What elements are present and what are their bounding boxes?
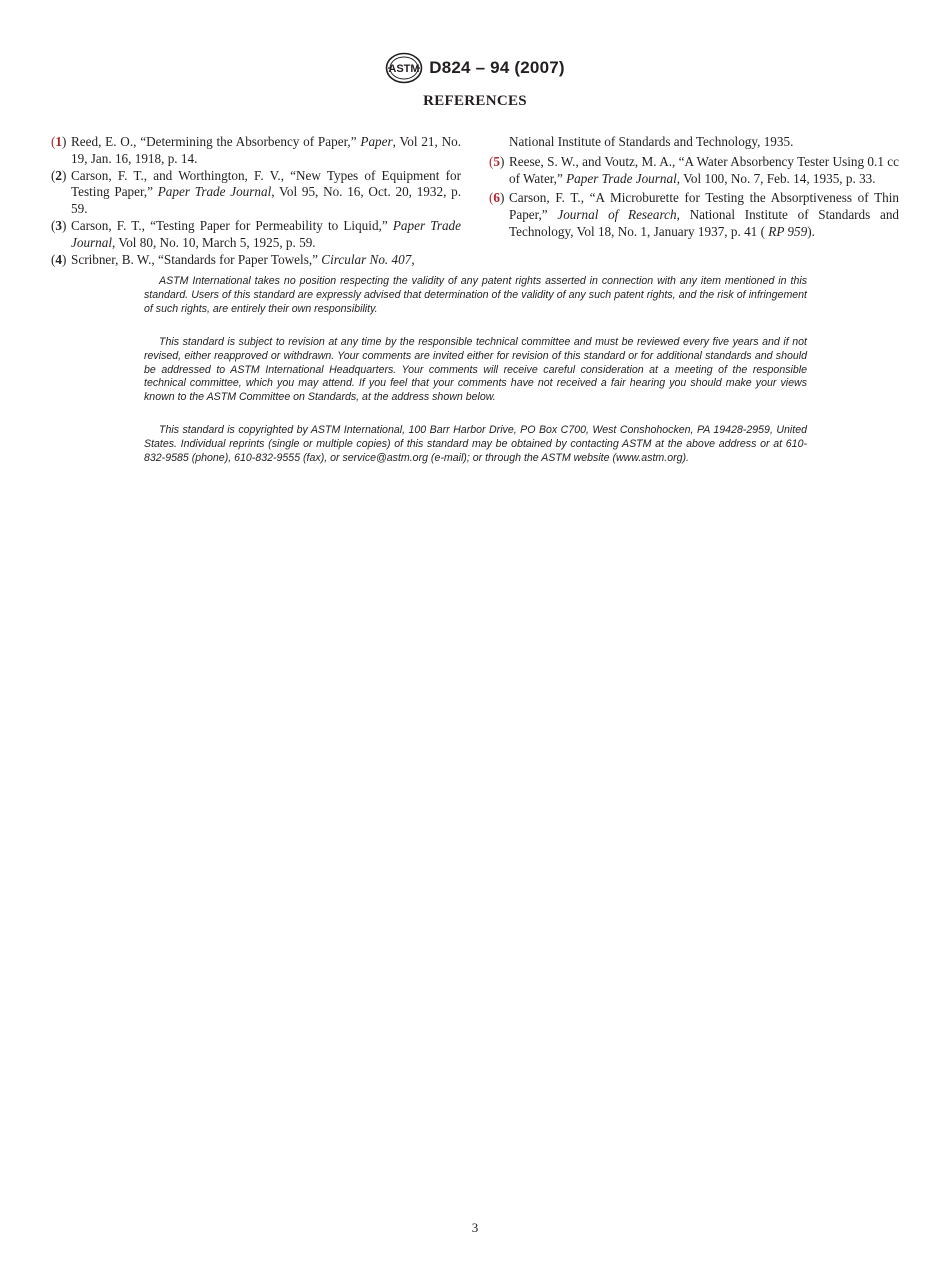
reference-item — [489, 154, 899, 188]
standard-designation: D824 – 94 (2007) — [429, 58, 565, 77]
astm-logo-icon — [385, 52, 423, 84]
reference-number-link[interactable]: (6) — [489, 190, 505, 206]
reference-item — [51, 168, 461, 218]
reference-text: Carson, F. T., “Testing Paper for Permeability to Liquid,” Paper Trade Journal, Vol 80, No. 10, March 5, 1925, p. 59. — [71, 217, 461, 250]
reference-item — [51, 134, 461, 168]
reference-text: Carson, F. T., “A Microburette for Testing the Absorptiveness of Thin Paper,” Journal of Research, National Institute of Standards and Technology, Vol 18, No. 1, January 1937, p. 41 ( RP 959). — [509, 190, 900, 239]
section-title: REFERENCES — [423, 93, 527, 109]
reference-text: Reed, E. O., “Determining the Absorbency of Paper,” Paper, Vol 21, No. 19, Jan. 16, 1918, p. 14. — [71, 134, 462, 166]
references-left-column — [51, 134, 461, 268]
reference-number-link[interactable]: (1) — [51, 134, 67, 149]
reference-item — [51, 252, 461, 269]
reference-number: (4) — [51, 251, 67, 267]
reference-text: Reese, S. W., and Voutz, M. A., “A Water Absorbency Tester Using 0.1 cc of Water,” Paper Trade Journal, Vol 100, No. 7, Feb. 14, 1935, p. 33. — [509, 153, 899, 186]
patent-notice: ASTM International takes no position respecting the validity of any patent rights asserted in connection with any item mentioned in this standard. Users of this standard are expressly advised that determination of the validity of any such patent rights, and the risk of infringement of such rights, are entirely their own responsibility. — [144, 275, 807, 315]
svg-text:ASTM: ASTM — [388, 63, 420, 75]
reference-number-link[interactable]: (5) — [489, 153, 505, 169]
page-header — [0, 52, 950, 84]
reference-text: Scribner, B. W., “Standards for Paper Towels,” Circular No. 407, — [71, 251, 415, 267]
reference-text: Carson, F. T., and Worthington, F. V., “New Types of Equipment for Testing Paper,” Paper Trade Journal, Vol 95, No. 16, Oct. 20, 1932, p. 59. — [71, 167, 461, 217]
reference-number: (3) — [51, 217, 67, 233]
reference-continuation: National Institute of Standards and Technology, 1935. — [509, 134, 794, 149]
reference-number: (2) — [51, 167, 67, 183]
reference-item — [51, 218, 461, 252]
revision-notice: This standard is subject to revision at any time by the responsible technical committee and must be reviewed every five years and if not revised, either reapproved or withdrawn. Your comments are invited either for revision of this standard or for additional standards and should be addressed to ASTM International Headquarters. Your comments will receive careful consideration at a meeting of the responsible technical committee, which you may attend. If you feel that your comments have not received a fair hearing you should make your views known to the ASTM Committee on Standards, at the address shown below. — [144, 336, 807, 404]
references-right-column — [489, 134, 899, 241]
page-number: 3 — [471, 1220, 479, 1235]
reference-item — [489, 190, 899, 240]
copyright-notice: This standard is copyrighted by ASTM International, 100 Barr Harbor Drive, PO Box C700, West Conshohocken, PA 19428-2959, United States. Individual reprints (single or multiple copies) of this standard may be obtained by contacting ASTM at the above address or at 610-832-9585 (phone), 610-832-9555 (fax), or service@astm.org (e-mail); or through the ASTM website (www.astm.org). — [144, 424, 807, 464]
